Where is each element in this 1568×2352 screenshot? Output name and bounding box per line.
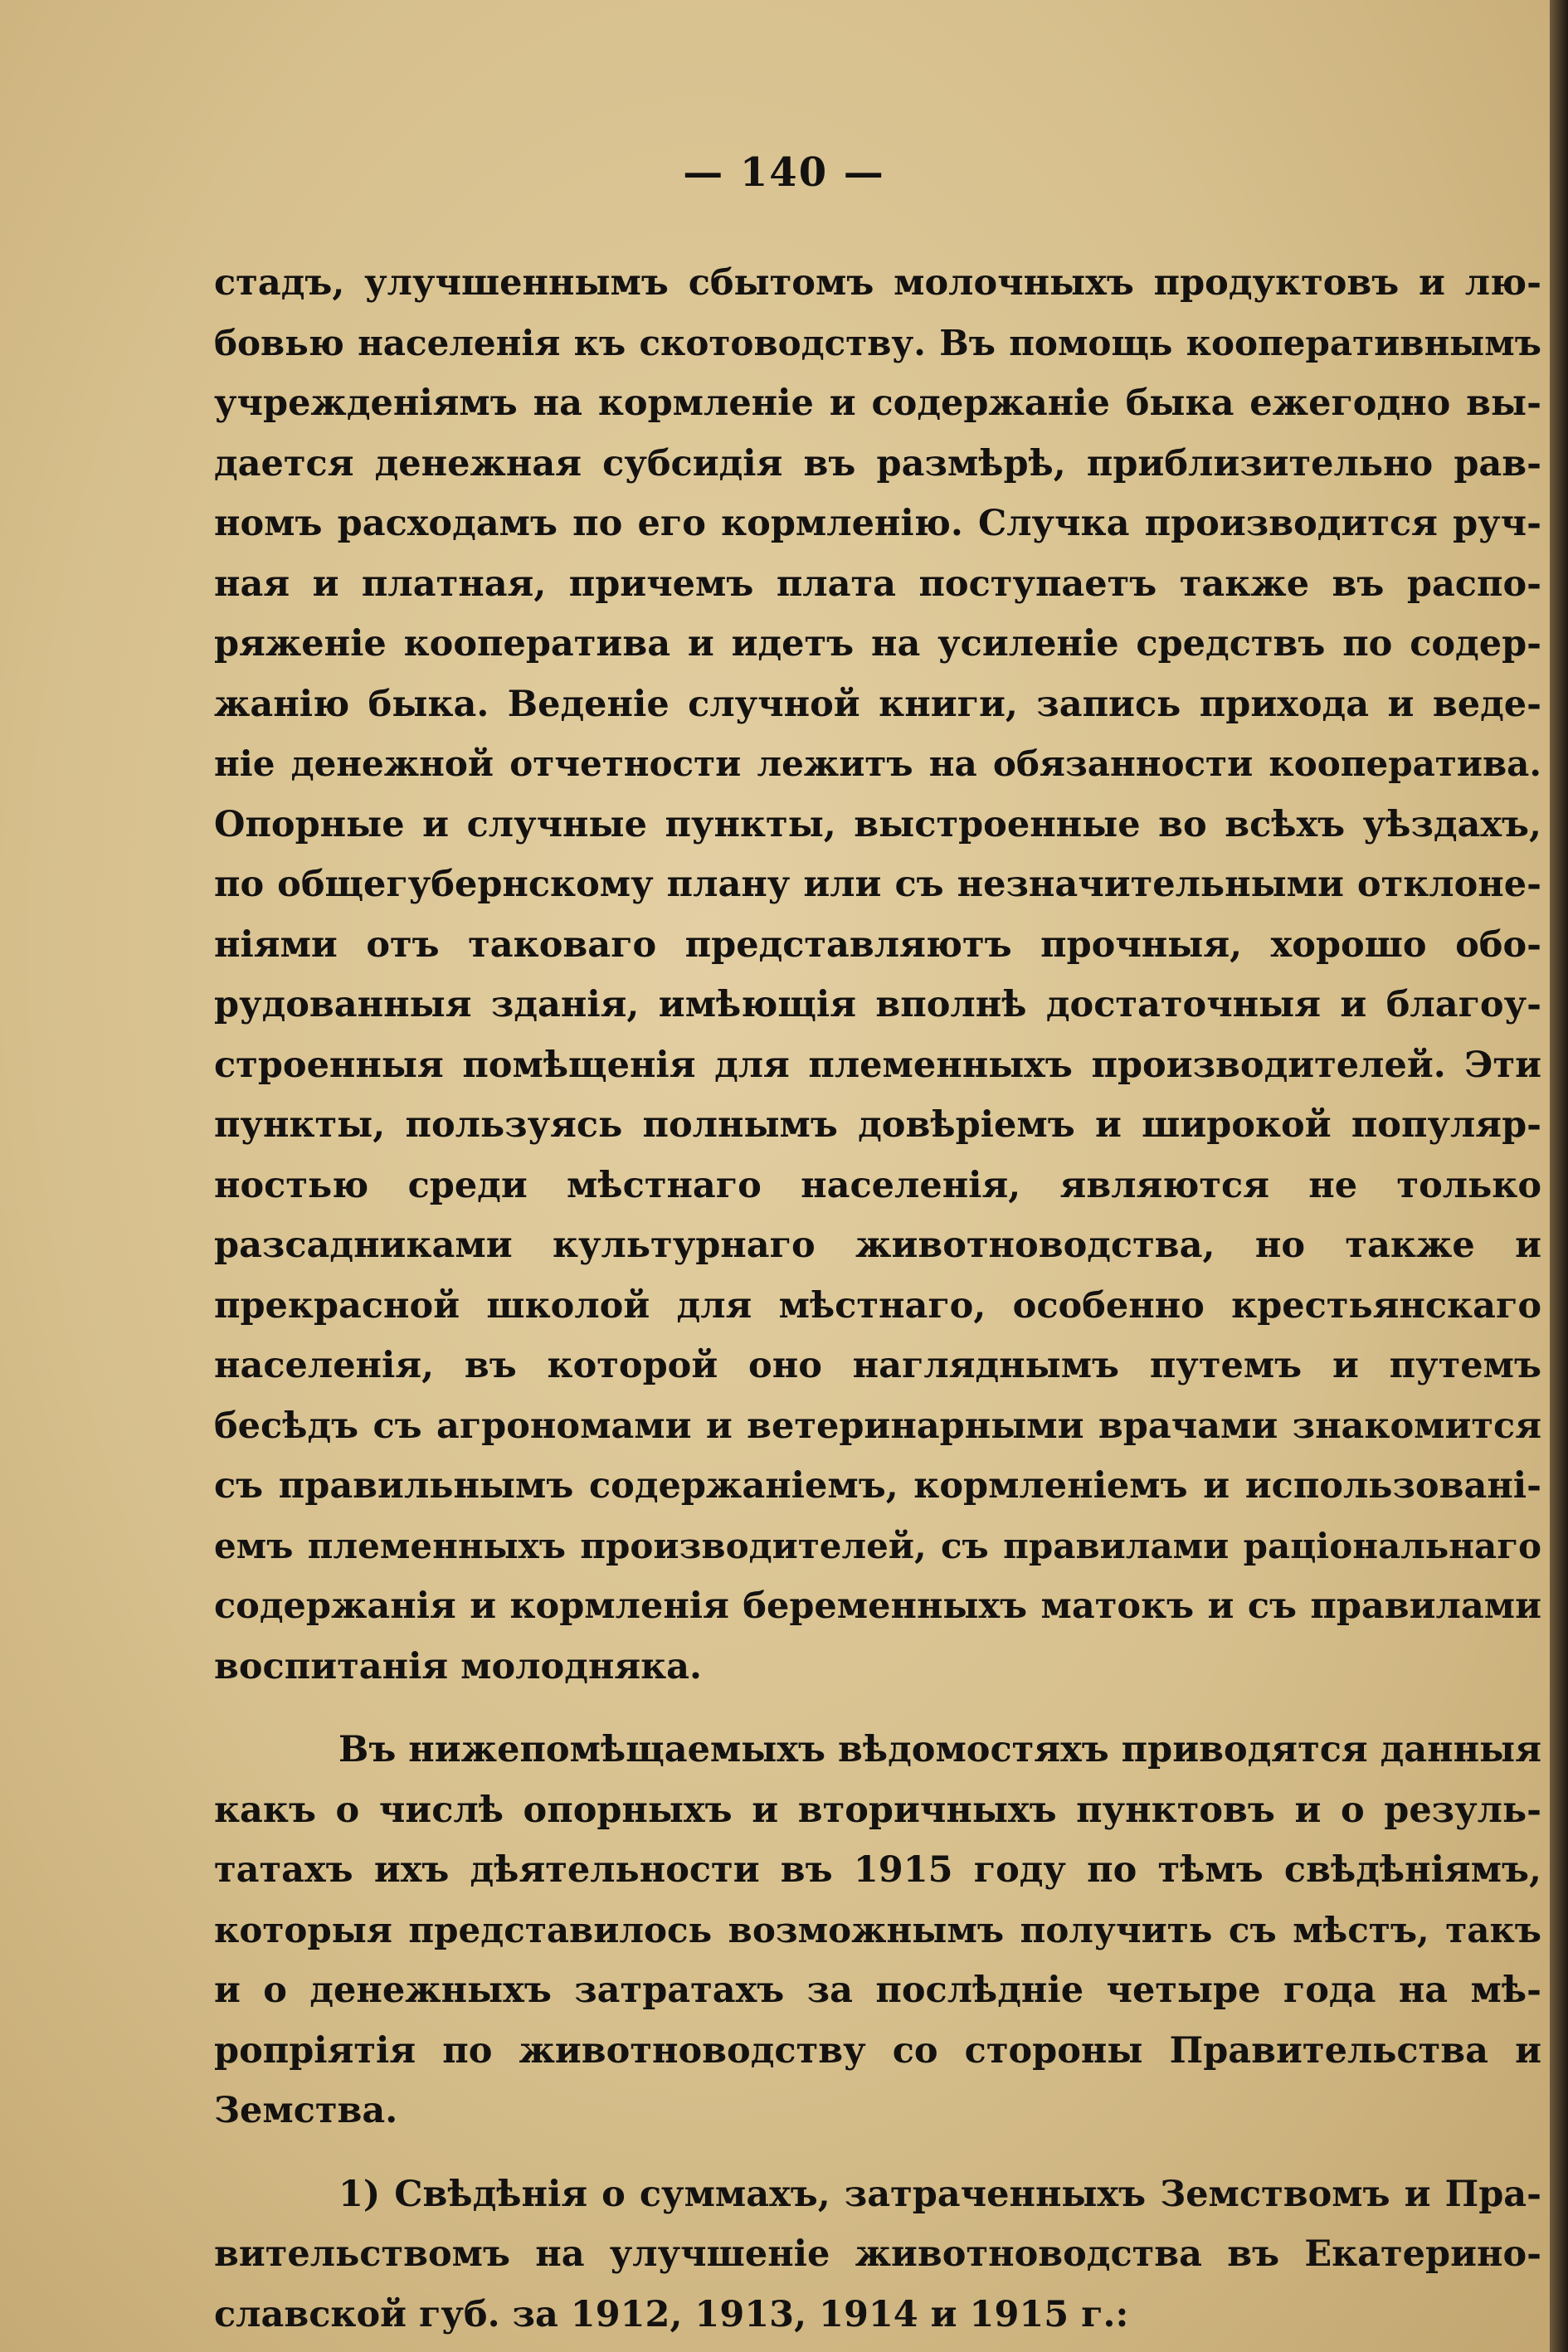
paragraph-3	[214, 2165, 1541, 2345]
text-line: по общегубернскому плану или съ незначительными отклоне-	[214, 864, 1541, 905]
text-line: рудованныя зданія, имѣющія вполнѣ достаточныя и благоу-	[214, 984, 1541, 1025]
page-number-header: — 140 —	[683, 149, 885, 196]
text-line: ропріятія по животноводству со стороны Правительства и	[214, 2029, 1541, 2072]
text-line: бесѣдъ съ агрономами и ветеринарными врачами знакомится	[214, 1405, 1541, 1447]
text-line: ніями отъ таковаго представляютъ прочныя, хорошо обо-	[214, 923, 1541, 966]
text-line: 1) Свѣдѣнія о суммахъ, затраченныхъ Земствомъ и Пра-	[338, 2173, 1541, 2215]
text-line: которыя представилось возможнымъ получить съ мѣстъ, такъ	[214, 1909, 1541, 1950]
text-line: разсадниками культурнаго животноводства, но также и	[214, 1225, 1541, 1266]
book-spine-shadow	[1550, 0, 1568, 2352]
text-line: строенныя помѣщенія для племенныхъ производителей. Эти	[214, 1044, 1541, 1086]
text-line: ряженіе кооператива и идетъ на усиленіе средствъ по содер-	[214, 623, 1541, 665]
paragraph-gap	[214, 2141, 1541, 2165]
text-line: татахъ ихъ дѣятельности въ 1915 году по тѣмъ свѣдѣніямъ,	[214, 1849, 1541, 1891]
text-line: вительствомъ на улучшеніе животноводства въ Екатерино-	[214, 2233, 1541, 2275]
text-line: и о денежныхъ затратахъ за послѣдніе четыре года на мѣ-	[214, 1970, 1541, 2011]
text-line: ностью среди мѣстнаго населенія, являются не только	[214, 1164, 1541, 1206]
text-line: съ правильнымъ содержаніемъ, кормленіемъ и использовані-	[214, 1465, 1541, 1507]
paragraph-2	[214, 1720, 1541, 2141]
text-line: содержанія и кормленія беременныхъ матокъ и съ правилами	[214, 1585, 1541, 1627]
text-line: какъ о числѣ опорныхъ и вторичныхъ пунктовъ и о резуль-	[214, 1789, 1541, 1831]
text-line: стадъ, улучшеннымъ сбытомъ молочныхъ продуктовъ и лю-	[214, 262, 1541, 304]
text-line: учрежденіямъ на кормленіе и содержаніе быка ежегодно вы-	[214, 382, 1541, 424]
paragraph-gap	[214, 1697, 1541, 1720]
text-line: прекрасной школой для мѣстнаго, особенно крестьянскаго	[214, 1284, 1541, 1327]
text-line: жанію быка. Веденіе случной книги, запись прихода и веде-	[214, 683, 1541, 725]
text-line: Опорные и случные пункты, выстроенные во всѣхъ уѣздахъ,	[214, 803, 1541, 845]
text-line: ніе денежной отчетности лежитъ на обязанности кооператива.	[214, 743, 1541, 784]
text-line: славской губ. за 1912, 1913, 1914 и 1915 г.:	[214, 2293, 1129, 2335]
text-line: Въ нижепомѣщаемыхъ вѣдомостяхъ приводятся данныя	[338, 1729, 1541, 1770]
body-text	[214, 253, 1541, 2345]
text-line: номъ расходамъ по его кормленію. Случка производится руч-	[214, 503, 1541, 544]
text-line: пункты, пользуясь полнымъ довѣріемъ и широкой популяр-	[214, 1104, 1541, 1146]
paragraph-1	[214, 253, 1541, 1697]
text-line: бовью населенія къ скотоводству. Въ помощь кооперативнымъ	[214, 322, 1541, 363]
text-line: населенія, въ которой оно нагляднымъ путемъ и путемъ	[214, 1345, 1541, 1386]
text-line: Земства.	[214, 2090, 398, 2131]
text-line: емъ племенныхъ производителей, съ правилами раціональнаго	[214, 1525, 1541, 1566]
text-line: дается денежная субсидія въ размѣрѣ, приблизительно рав-	[214, 442, 1541, 485]
text-line: воспитанія молодняка.	[214, 1645, 702, 1687]
text-line: ная и платная, причемъ плата поступаетъ также въ распо-	[214, 562, 1541, 605]
